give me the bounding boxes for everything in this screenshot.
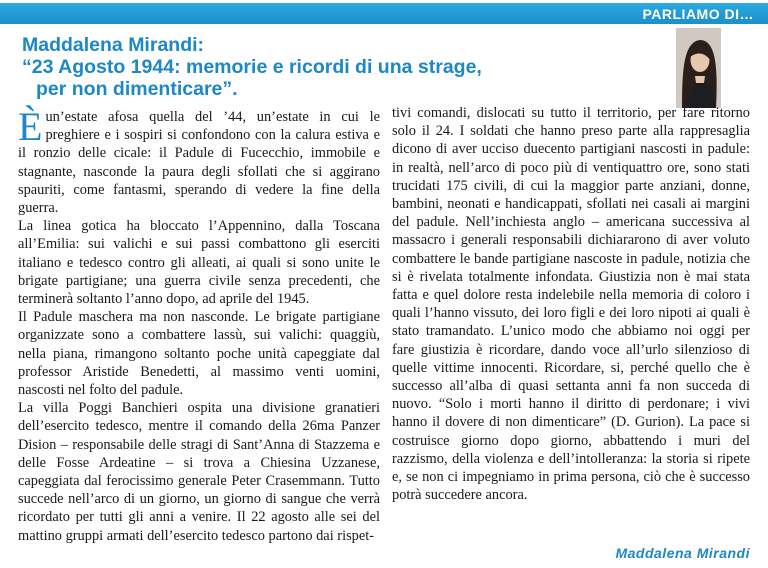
author-signature: Maddalena Mirandi: [615, 545, 750, 561]
article-paragraph-3: Il Padule maschera ma non nasconde. Le brigate partigiane organizzate sono a combattere lassù, sui valichi: quaggiù, nella piana, rimangono soltanto poche unità capeggiate dal professor Aristide Benedetti, al massimo venti uomini, nascosti nel folto del padule.: [18, 309, 380, 399]
author-portrait-icon: [676, 28, 721, 108]
section-title: PARLIAMO DI…: [642, 6, 754, 22]
article-paragraph-2: La linea gotica ha bloccato l’Appennino, dalla Toscana all’Emilia: sui valichi e sui passi combattono gli eserciti italiano e tedesco contro gli alleati, ai quali si sono unite le brigate partigiane; una guerra civile senza precedenti, che terminerà soltanto l’anno dopo, ad aprile del 1945.: [18, 218, 380, 308]
article-column-2: [392, 104, 750, 504]
article-paragraph-4: La villa Poggi Banchieri ospita una divisione granatieri dell’esercito tedesco, mentre il comando della 26ma Panzer Dision – responsabile delle stragi di Sant’Anna di Stazzema e delle Fosse Ardeatine – si trova a Chiesina Uzzanese, capeggiata dal ferocissimo generale Peter Crasemmann. Tutto succede nell’arco di un giorno, un giorno di sangue che verrà ricordato per tutti gli anni a venire. Il 22 agosto alle sei del mattino gruppi armati dell’esercito tedesco partono dai rispet-: [18, 400, 380, 544]
article-paragraph-1: Èun’estate afosa quella del ’44, un’estate in cui le preghiere e i sospiri si confondono con la calura estiva e il ronzio delle cicale: il Padule di Fucecchio, immobile e stagnante, nasconde la paura degli sfollati che si aggirano spauriti, come fantasmi, sperando di vedere la fine della guerra.: [18, 104, 380, 217]
headline-line-1: Maddalena Mirandi:: [22, 34, 205, 56]
section-banner: [0, 0, 768, 24]
article-headline: [22, 34, 662, 100]
headline-line-2: “23 Agosto 1944: memorie e ricordi di una strage,: [22, 56, 482, 78]
article-paragraph-4-continued: tivi comandi, dislocati su tutto il territorio, per fare ritorno solo il 24. I soldati che hanno preso parte alla rappresaglia dicono di aver ucciso duecento partigiani nascosti in padule: in realtà, nell’arco di poco più di ventiquattro ore, sono stati trucidati 175 civili, di cui la maggior parte anziani, donne, bambini, neonati e handicappati, sfollati nei casali ai margini del padule. Nell’inchiesta anglo – americana successiva al massacro i generali responsabili dichiararono di aver voluto combattere le bande partigiane nascoste in padule, notizia che si è rivelata totalmente infondata. Giustizia non è mai stata fatta e quel dolore resta indelebile nella memoria di coloro i quali l’hanno vissuto, dei loro figli e dei loro nipoti ai quali è stato tramandato. L’unico modo che abbiamo noi oggi per fare giustizia è ricordare, dando voce all’urlo silenzioso di quelle vittime innocenti. Ricordare, si, perché quello che è successo all’alba di quasi settanta anni fa non succeda di nuovo. “Solo i morti hanno il diritto di perdonare; i vivi hanno il dovere di non dimenticare” (D. Gurion). La pace si costruisce giorno dopo giorno, abbattendo i muri del razzismo, della violenza e dell’intolleranza: la storia si ripete e, se non ci impegniamo in prima persona, ciò che è successo potrà succedere ancora.: [392, 105, 750, 504]
drop-cap: È: [18, 104, 43, 149]
article-column-1: [18, 104, 380, 545]
headline-line-3: per non dimenticare”.: [36, 78, 238, 100]
